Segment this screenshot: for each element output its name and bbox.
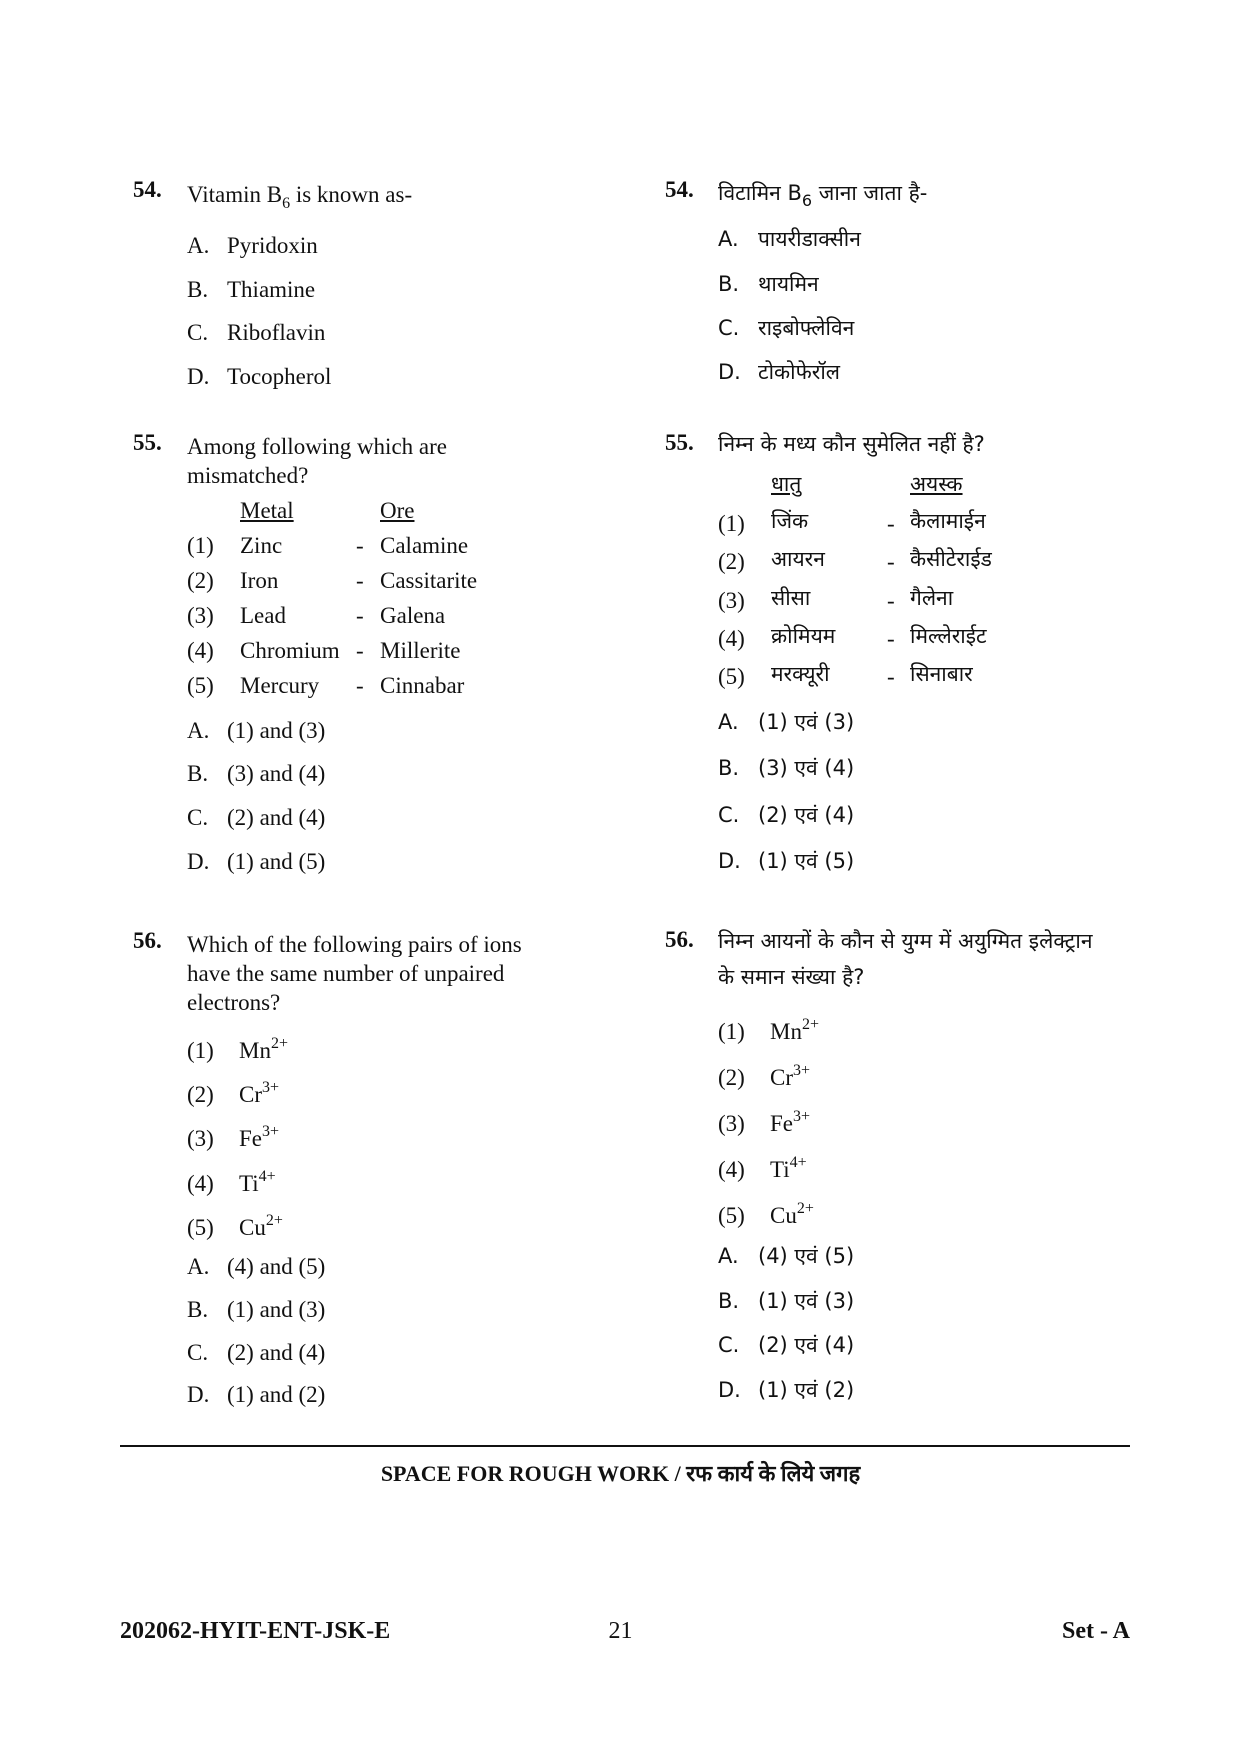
option <box>187 718 325 744</box>
ion-number: (5) <box>187 1215 214 1240</box>
set-label: Set - A <box>1062 1618 1130 1644</box>
ion-charge: 3+ <box>262 1079 280 1096</box>
option-text: Tocopherol <box>227 364 332 389</box>
match-row-dash: - <box>887 549 895 574</box>
option <box>187 1382 325 1408</box>
option-letter: C. <box>718 803 740 827</box>
option <box>718 360 840 384</box>
option-text: (2) and (4) <box>227 805 326 830</box>
match-row-dash: - <box>356 533 364 558</box>
option-letter: D. <box>718 1378 741 1402</box>
option-text: पायरीडाक्सीन <box>758 227 861 251</box>
option-letter: A. <box>718 710 739 734</box>
option <box>718 316 854 340</box>
question-text: के समान संख्या है? <box>718 965 865 989</box>
question-number: 55. <box>133 430 162 455</box>
match-row-ore: कैलामाईन <box>910 509 986 533</box>
question-text: mismatched? <box>187 463 309 488</box>
column-header-metal: धातु <box>771 472 802 496</box>
option-text: Thiamine <box>227 277 316 302</box>
option-text: (1) एवं (3) <box>758 1289 855 1313</box>
option-letter: B. <box>187 761 209 786</box>
horizontal-rule <box>120 1445 1130 1447</box>
ion-charge: 4+ <box>789 1154 807 1171</box>
match-row-dash: - <box>887 588 895 613</box>
option-text: टोकोफेरॉल <box>758 360 841 384</box>
question-text: निम्न के मध्य कौन सुमेलित नहीं है? <box>718 432 985 456</box>
ion-symbol: Cu <box>770 1203 797 1228</box>
match-row-metal: Iron <box>240 568 279 593</box>
match-row-ore: कैसीटेराईड <box>910 547 992 571</box>
option-text: (1) and (3) <box>227 718 326 743</box>
subscript: 6 <box>282 195 291 212</box>
option-text: (1) and (5) <box>227 849 326 874</box>
option <box>187 805 325 831</box>
ion-symbol: Cr <box>770 1065 793 1090</box>
ion-number: (1) <box>187 1038 214 1063</box>
ion-number: (1) <box>718 1019 745 1044</box>
match-row-metal: Zinc <box>240 533 283 558</box>
option-letter: A. <box>187 1254 210 1279</box>
option-text: (1) एवं (2) <box>758 1378 855 1402</box>
ion-symbol: Cu <box>239 1215 266 1240</box>
ion-charge: 2+ <box>801 1016 819 1033</box>
ion-number: (2) <box>187 1082 214 1107</box>
option-letter: B. <box>718 1289 740 1313</box>
match-row-ore: Cinnabar <box>380 673 465 698</box>
match-row-metal: आयरन <box>771 547 825 571</box>
option-text: (2) एवं (4) <box>758 1333 855 1357</box>
ion-number: (4) <box>187 1171 214 1196</box>
option <box>718 803 854 827</box>
option-letter: A. <box>187 718 210 743</box>
option <box>187 1254 325 1280</box>
match-row-metal: सीसा <box>771 586 811 610</box>
question-number: 55. <box>665 430 694 455</box>
ion-symbol: Mn <box>770 1019 802 1044</box>
option <box>718 272 819 296</box>
option <box>718 1333 854 1357</box>
ion-charge: 2+ <box>265 1212 283 1229</box>
ion-number: (5) <box>718 1203 745 1228</box>
option <box>187 849 325 875</box>
match-row-metal: Lead <box>240 603 286 628</box>
option-text: (2) and (4) <box>227 1340 326 1365</box>
question-text-part: जाना जाता है- <box>812 181 928 205</box>
ion-item <box>718 1016 819 1045</box>
option-text: (1) एवं (5) <box>758 849 855 873</box>
subscript: 6 <box>801 191 813 210</box>
option <box>187 761 325 787</box>
option <box>187 320 325 346</box>
option-letter: A. <box>718 227 739 251</box>
question-text-part: विटामिन B <box>718 181 802 205</box>
match-row-dash: - <box>356 603 364 628</box>
option-letter: C. <box>718 316 740 340</box>
ion-charge: 2+ <box>270 1035 288 1052</box>
ion-symbol: Fe <box>770 1111 793 1136</box>
option <box>718 710 854 734</box>
option <box>187 1340 325 1366</box>
option-text: (1) एवं (3) <box>758 710 855 734</box>
ion-number: (4) <box>718 1157 745 1182</box>
match-row-metal: Mercury <box>240 673 320 698</box>
ion-number: (3) <box>718 1111 745 1136</box>
match-row-ore: Calamine <box>380 533 469 558</box>
option-text: Pyridoxin <box>227 233 318 258</box>
question-text: निम्न आयनों के कौन से युग्म में अयुग्मित इलेक्ट्रान <box>718 929 1093 953</box>
option-text: (1) and (2) <box>227 1382 326 1407</box>
option-letter: B. <box>718 272 740 296</box>
option-letter: D. <box>718 849 741 873</box>
match-row-ore: Millerite <box>380 638 461 663</box>
match-row-dash: - <box>356 568 364 593</box>
option-text: राइबोफ्लेविन <box>758 316 855 340</box>
question-text: Which of the following pairs of ions <box>187 932 522 957</box>
match-row-ore: गैलेना <box>910 586 954 610</box>
option-text: (2) एवं (4) <box>758 803 855 827</box>
option-text: (3) एवं (4) <box>758 756 855 780</box>
option <box>187 277 315 303</box>
option-text: (4) एवं (5) <box>758 1244 855 1268</box>
option-letter: C. <box>187 805 209 830</box>
option-letter: C. <box>187 320 209 345</box>
question-number: 56. <box>133 928 162 953</box>
option <box>718 1378 854 1402</box>
option-letter: D. <box>187 849 210 874</box>
question-text-part: Vitamin B <box>187 182 283 207</box>
ion-item <box>187 1212 283 1241</box>
option-letter: D. <box>187 364 210 389</box>
ion-symbol: Ti <box>770 1157 790 1182</box>
option-text: थायमिन <box>758 272 819 296</box>
match-row-number: (3) <box>187 603 214 628</box>
option-letter: C. <box>718 1333 740 1357</box>
match-row-number: (5) <box>187 673 214 698</box>
match-row-ore: सिनाबार <box>910 662 973 686</box>
match-row-number: (3) <box>718 588 745 613</box>
ion-charge: 3+ <box>793 1062 811 1079</box>
option-letter: B. <box>187 1297 209 1322</box>
question-text: have the same number of unpaired <box>187 961 505 986</box>
match-row-number: (2) <box>718 549 745 574</box>
match-row-ore: Galena <box>380 603 446 628</box>
ion-item <box>187 1168 276 1197</box>
match-row-number: (4) <box>187 638 214 663</box>
ion-item <box>187 1123 279 1152</box>
rough-work-caption: SPACE FOR ROUGH WORK / रफ कार्य के लिये जगह <box>380 1461 861 1486</box>
option <box>187 233 318 259</box>
ion-symbol: Cr <box>239 1082 262 1107</box>
question-text <box>187 182 412 213</box>
question-number: 54. <box>133 177 162 202</box>
ion-item <box>187 1079 279 1108</box>
option-text: Riboflavin <box>227 320 326 345</box>
match-row-number: (5) <box>718 664 745 689</box>
option-letter: D. <box>718 360 741 384</box>
option-letter: B. <box>718 756 740 780</box>
option <box>718 227 861 251</box>
option-text: (4) and (5) <box>227 1254 326 1279</box>
ion-charge: 2+ <box>796 1200 814 1217</box>
match-row-metal: मरक्यूरी <box>771 662 830 686</box>
option <box>718 849 854 873</box>
match-row-metal: जिंक <box>771 509 809 533</box>
question-text: electrons? <box>187 990 281 1015</box>
column-header-ore: अयस्क <box>910 472 963 496</box>
match-row-metal: क्रोमियम <box>771 624 836 648</box>
column-header-metal: Metal <box>240 498 294 523</box>
option-letter: C. <box>187 1340 209 1365</box>
ion-charge: 3+ <box>793 1108 811 1125</box>
option <box>718 756 854 780</box>
question-text <box>718 181 927 210</box>
option-text: (3) and (4) <box>227 761 326 786</box>
option <box>718 1244 854 1268</box>
match-row-dash: - <box>887 664 895 689</box>
ion-item <box>718 1062 810 1091</box>
ion-number: (3) <box>187 1126 214 1151</box>
ion-symbol: Mn <box>239 1038 271 1063</box>
question-number: 54. <box>665 177 694 202</box>
match-row-ore: Cassitarite <box>380 568 478 593</box>
match-row-number: (4) <box>718 626 745 651</box>
ion-symbol: Ti <box>239 1171 259 1196</box>
option <box>718 1289 854 1313</box>
match-row-number: (1) <box>187 533 214 558</box>
option-letter: A. <box>187 233 210 258</box>
ion-item <box>187 1035 288 1064</box>
match-row-dash: - <box>887 626 895 651</box>
match-row-dash: - <box>356 638 364 663</box>
ion-symbol: Fe <box>239 1126 262 1151</box>
match-row-dash: - <box>356 673 364 698</box>
column-header-ore: Ore <box>380 498 415 523</box>
option-letter: B. <box>187 277 209 302</box>
question-text: Among following which are <box>187 434 447 459</box>
paper-code: 202062-HYIT-ENT-JSK-E <box>120 1618 391 1644</box>
match-row-ore: मिल्लेराईट <box>910 624 987 648</box>
match-row-number: (1) <box>718 511 745 536</box>
option-text: (1) and (3) <box>227 1297 326 1322</box>
option-letter: D. <box>187 1382 210 1407</box>
option <box>187 364 331 390</box>
ion-item <box>718 1108 810 1137</box>
page-number: 21 <box>608 1618 633 1644</box>
option <box>187 1297 325 1323</box>
match-row-dash: - <box>887 511 895 536</box>
ion-item <box>718 1154 807 1183</box>
ion-charge: 4+ <box>258 1168 276 1185</box>
option-letter: A. <box>718 1244 739 1268</box>
ion-number: (2) <box>718 1065 745 1090</box>
match-row-metal: Chromium <box>240 638 340 663</box>
question-number: 56. <box>665 927 694 952</box>
question-text-part: is known as- <box>290 182 413 207</box>
match-row-number: (2) <box>187 568 214 593</box>
ion-charge: 3+ <box>262 1123 280 1140</box>
ion-item <box>718 1200 814 1229</box>
